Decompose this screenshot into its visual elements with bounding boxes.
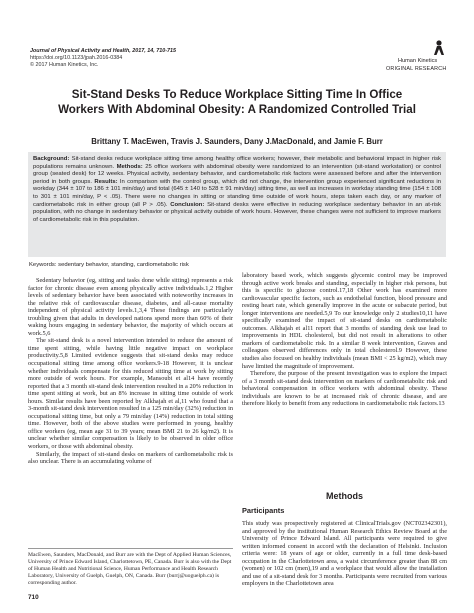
- paragraph: This study was prospectively registered at ClinicalTrials.gov (NCT02342301), and approved by the institutional Human Research Ethics Review Board at the University of Prince Edward Island. All participants were required to give written informed consent in accord with the declaration of Helsinki. Inclusion criteria were: 18 years of age or older, currently in a full time desk-based occupation in the Charlottetown area, a waist circumference greater than 88 cm (women) or 102 cm (men),19 and a workplace that would allow the installation and use of a sit-stand desk for 3 months. Participants were recruited from various employers in the Charlottetown area: [242, 520, 447, 588]
- abstract-conclusion: Sit-stand desks were effective in reducing workplace sedentary behavior in an at-risk population, with no change in sedentary behavior or physical activity outside of work hours. However, these changes were not sufficient to improve markers of cardiometabolic risk in this population.: [33, 201, 441, 223]
- abstract-methods: 25 office workers with abdominal obesity were randomized to an intervention (sit-stand workstation) or control group (seated desk) for 12 weeks. Physical activity, sedentary behavior, and cardiometabolic risk factors were assessed before and after the intervention period in both groups.: [33, 163, 442, 185]
- keywords-line: [29, 262, 189, 268]
- right-column-body: [242, 272, 447, 408]
- title-line-1: Sit-Stand Desks To Reduce Workplace Sitting Time In Office: [71, 88, 403, 101]
- abstract-results: In comparison with the control group, which did not change, the intervention group experienced significant reductions in workday (344 ± 107 to 186 ± 101 min/day) and total (645 ± 140 to 528 ± 91 min/day) sitting time, as well as increases in workday standing time (154 ± 108 to 301 ± 101 min/day, P < .05). There were no changes in sitting or standing time outside of work hours, steps taken each day, or any marker of cardiometabolic risk in either group (all P > .05).: [33, 178, 442, 208]
- doi-link[interactable]: https://doi.org/10.1123/jpah.2016-0384: [30, 55, 123, 61]
- paragraph: Sedentary behavior (eg, sitting and tasks done while sitting) represents a risk factor for chronic disease even among physically active individuals.1,2 Higher levels of sedentary behavior have been associated with noteworthy increases in the relative risk of cardiovascular disease, diabetes, and all-cause mortality independent of physical activity levels.1,3,4 These findings are particularly troubling given that adults in developed nations spend more than 60% of their waking hours engaging in sedentary behavior, the majority of which occurs at work.5,6: [28, 277, 233, 337]
- paragraph: Therefore, the purpose of the present investigation was to explore the impact of a 3 month sit-stand desk intervention on markers of cardiometabolic risk and behavioral compensation in office workers with abdominal obesity. These individuals are known to be at increased risk of chronic disease, and are therefore likely to benefit from any reductions in cardiometabolic risk factors.13: [242, 370, 447, 408]
- title-line-2: Workers With Abdominal Obesity: A Randomized Controlled Trial: [58, 102, 416, 116]
- abstract-box: [28, 152, 446, 257]
- participants-body: [242, 520, 447, 588]
- human-kinetics-logo-icon: [433, 40, 445, 56]
- author-list: Brittany T. MacEwen, Travis J. Saunders, Dany J.MacDonald, and Jamie F. Burr: [91, 137, 383, 146]
- keywords-text: sedentary behavior, standing, cardiometabolic risk: [58, 262, 189, 268]
- paragraph: The sit-stand desk is a novel intervention intended to reduce the amount of time spent sitting, while having little negative impact on workplace productivity.5,8 Limited evidence suggests that sit-stand desks may reduce occupational sitting time among office workers.9-18 However, it is unclear whether individuals compensate for this reduced sitting time at work by sitting more outside of work hours. For example, Mansoubi et al14 have recently reported that a 3 month sit-stand desk intervention resulted in a 20% reduction in time spent sitting at work, but an 8% increase in sitting time outside of work hours. Similar results have been reported by Alkhajah et al,11 who found that a 3-month sit-stand desk intervention resulted in a 125 min/day (32%) reduction in occupational sitting time, but only a 79 min/day (14%) reduction in total sitting time. However, both of the above studies were performed in young, healthy office workers (eg, mean age 31 to 39 years; mean BMI 21 to 26 kg/m2). It is unclear whether similar compensation is likely to be observed in older office workers, or those with abdominal obesity.: [28, 337, 233, 451]
- keywords-label: Keywords:: [29, 262, 57, 268]
- abstract-results-label: Results:: [94, 178, 118, 185]
- paragraph: Similarly, the impact of sit-stand desks on markers of cardiometabolic risk is also unclear. There is an accumulating volume of: [28, 450, 233, 466]
- journal-citation: Journal of Physical Activity and Health, 2017, 14, 710-715: [30, 48, 177, 54]
- abstract-methods-label: Methods:: [116, 163, 143, 170]
- publisher-name: Human Kinetics: [398, 58, 438, 64]
- abstract-conclusion-label: Conclusion:: [170, 201, 205, 208]
- footnote-divider: [28, 548, 233, 549]
- participants-heading: Participants: [242, 506, 285, 515]
- methods-heading: Methods: [326, 491, 363, 501]
- left-column-body: [28, 277, 233, 466]
- copyright-line: © 2017 Human Kinetics, Inc.: [30, 62, 99, 68]
- affiliation-footnote: MacEwen, Saunders, MacDonald, and Burr are with the Dept of Applied Human Sciences, University of Prince Edward Island, Charlottetown, PE, Canada. Burr is also with the Dept of Human Health and Nutritional Science, Human Performance and Health Research Laboratory, University of Guelph, Guelph, ON, Canada. Burr (burrj@uoguelph.ca) is corresponding author.: [28, 552, 232, 586]
- article-title: [20, 88, 454, 117]
- page-number: 710: [28, 594, 39, 601]
- abstract-background-label: Background:: [33, 156, 70, 162]
- paragraph: laboratory based work, which suggests glycemic control may be improved through active work breaks and standing, especially in higher risk persons, but this is specific to glucose control.17,18 Other work has examined more cardiovascular specific factors, such as endothelial function, blood pressure and resting heart rate, which generally improve in the acute or subacute period, but longer interventions are needed.5,9 To our knowledge only 2 studies10,11 have specifically examined the impact of sit-stand desks on cardiometabolic outcomes. Alkhajah et al11 report that 3 months of standing desk use lead to improvements in HDL cholesterol, but did not result in alterations to other markers of cardiometabolic risk. In a similar 8 week intervention, Graves and colleagues observed differences only in total cholesterol.9 However, these studies also focused on healthy individuals (mean BMI < 25 kg/m2), which may have limited the magnitude of improvement.: [242, 272, 447, 370]
- abstract-background: Sit-stand desks reduce workplace sitting time among healthy office workers; however, their metabolic and behavioral impact in higher risk populations remains unknown.: [33, 156, 442, 170]
- article-type-label: ORIGINAL RESEARCH: [386, 66, 447, 72]
